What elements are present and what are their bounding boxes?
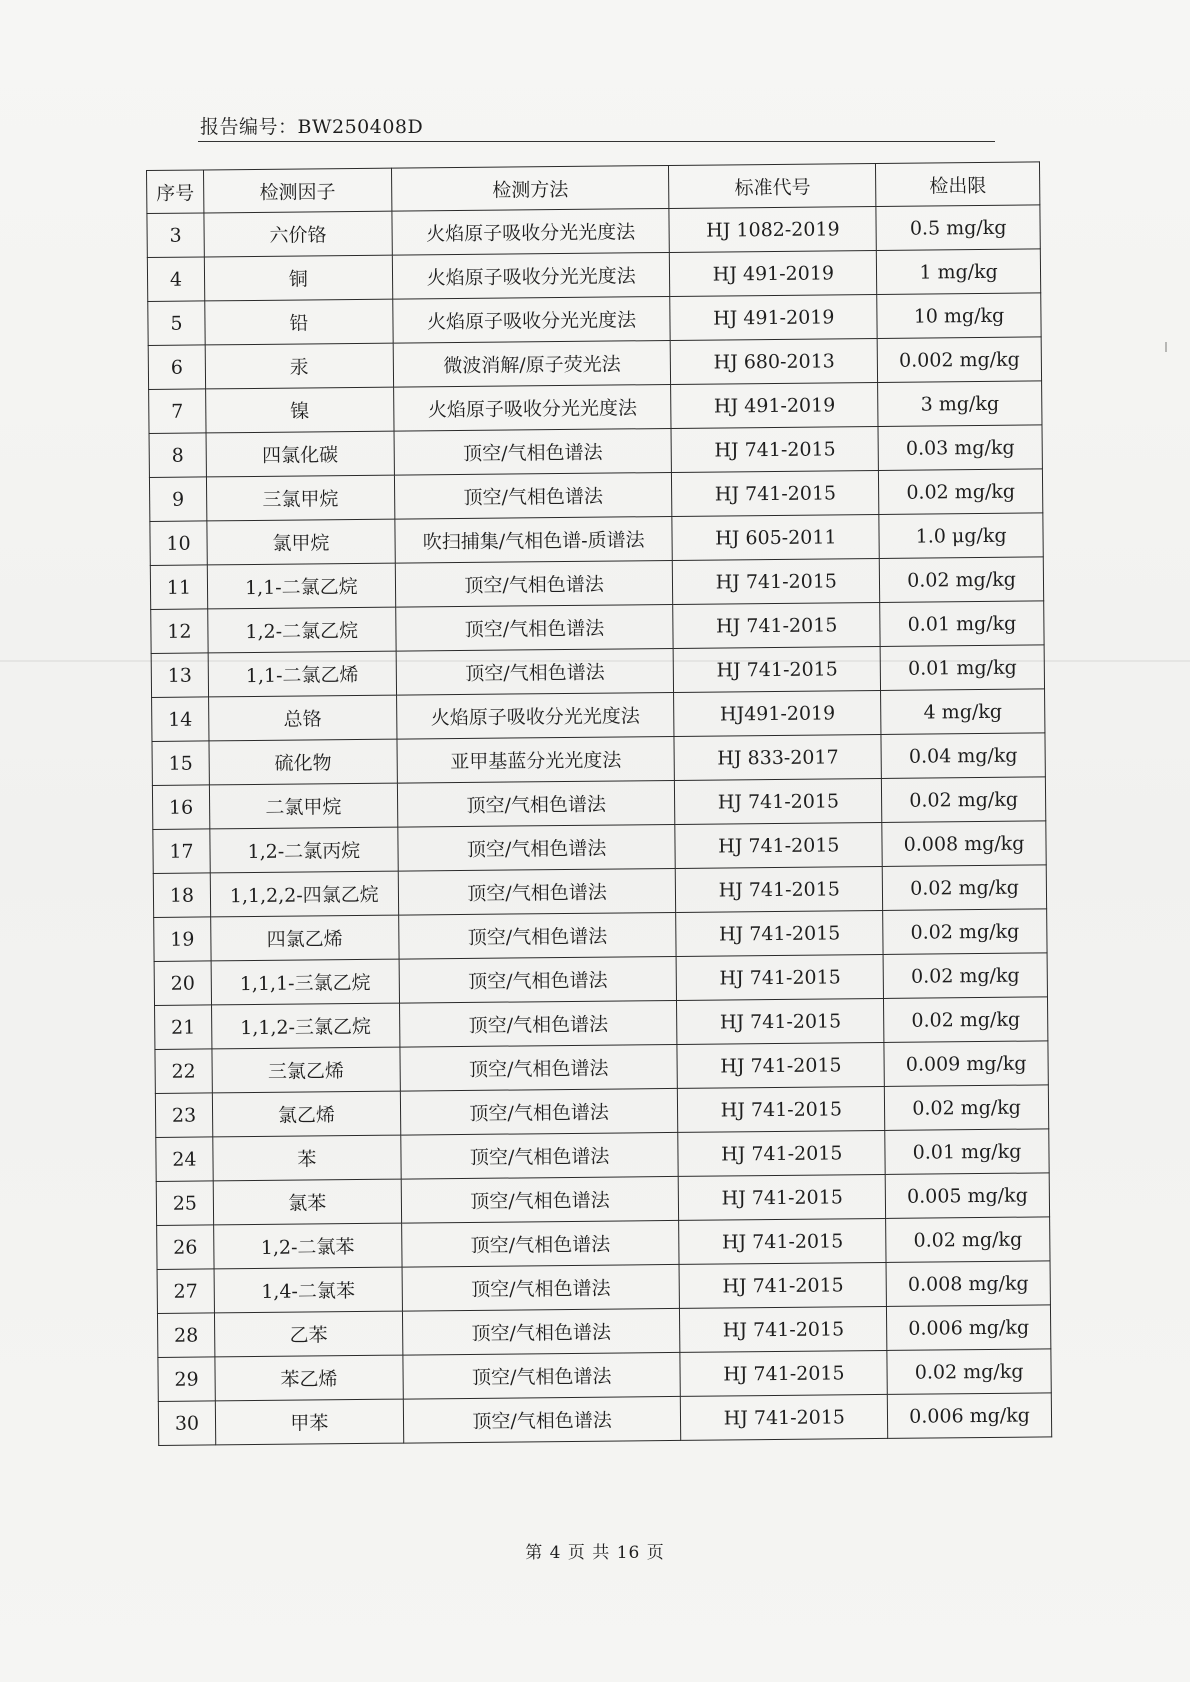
detection-method-table bbox=[146, 161, 1052, 1446]
cell-factor: 1,1,1-三氯乙烷 bbox=[211, 959, 399, 1005]
cell-limit: 0.02 mg/kg bbox=[887, 1349, 1051, 1395]
cell-limit: 0.02 mg/kg bbox=[882, 865, 1046, 911]
cell-method: 顶空/气相色谱法 bbox=[394, 428, 672, 475]
cell-limit: 0.02 mg/kg bbox=[879, 469, 1043, 515]
cell-standard: HJ 741-2015 bbox=[674, 646, 881, 692]
cell-limit: 0.008 mg/kg bbox=[882, 821, 1046, 867]
cell-factor: 四氯乙烯 bbox=[211, 915, 399, 961]
cell-seq: 26 bbox=[157, 1225, 214, 1270]
cell-seq: 28 bbox=[157, 1313, 214, 1358]
cell-method: 顶空/气相色谱法 bbox=[403, 1396, 681, 1443]
cell-limit: 0.02 mg/kg bbox=[884, 997, 1048, 1043]
scan-speck bbox=[1165, 342, 1167, 352]
cell-method: 顶空/气相色谱法 bbox=[402, 1264, 680, 1311]
cell-standard: HJ 741-2015 bbox=[680, 1262, 887, 1308]
cell-method: 顶空/气相色谱法 bbox=[395, 604, 673, 651]
cell-standard: HJ 741-2015 bbox=[675, 778, 882, 824]
cell-limit: 0.02 mg/kg bbox=[886, 1217, 1050, 1263]
cell-method: 亚甲基蓝分光光度法 bbox=[397, 736, 675, 783]
cell-limit: 0.02 mg/kg bbox=[883, 909, 1047, 955]
cell-seq: 3 bbox=[147, 213, 204, 258]
cell-standard: HJ 741-2015 bbox=[681, 1394, 888, 1440]
cell-standard: HJ 741-2015 bbox=[675, 822, 882, 868]
header-divider bbox=[198, 141, 995, 142]
cell-factor: 四氯化碳 bbox=[206, 431, 394, 477]
cell-standard: HJ 741-2015 bbox=[679, 1218, 886, 1264]
cell-limit: 0.005 mg/kg bbox=[885, 1173, 1049, 1219]
cell-factor: 六价铬 bbox=[204, 211, 392, 257]
cell-factor: 1,1,2,2-四氯乙烷 bbox=[210, 871, 398, 917]
cell-method: 火焰原子吸收分光光度法 bbox=[392, 252, 670, 299]
cell-limit: 0.02 mg/kg bbox=[884, 1085, 1048, 1131]
cell-factor: 乙苯 bbox=[214, 1311, 402, 1357]
cell-limit: 4 mg/kg bbox=[881, 689, 1045, 735]
cell-standard: HJ 491-2019 bbox=[670, 250, 877, 296]
cell-factor: 硫化物 bbox=[209, 739, 397, 785]
cell-method: 火焰原子吸收分光光度法 bbox=[396, 692, 674, 739]
cell-method: 顶空/气相色谱法 bbox=[403, 1352, 681, 1399]
cell-seq: 4 bbox=[147, 257, 204, 302]
cell-method: 火焰原子吸收分光光度法 bbox=[393, 384, 671, 431]
cell-standard: HJ 741-2015 bbox=[677, 1042, 884, 1088]
cell-factor: 1,2-二氯苯 bbox=[214, 1223, 402, 1269]
cell-method: 顶空/气相色谱法 bbox=[399, 1000, 677, 1047]
cell-method: 顶空/气相色谱法 bbox=[398, 868, 676, 915]
cell-limit: 0.006 mg/kg bbox=[887, 1305, 1051, 1351]
cell-standard: HJ 741-2015 bbox=[680, 1306, 887, 1352]
cell-factor: 总铬 bbox=[208, 695, 396, 741]
cell-factor: 1,1,2-三氯乙烷 bbox=[211, 1003, 399, 1049]
cell-method: 顶空/气相色谱法 bbox=[400, 1088, 678, 1135]
cell-seq: 25 bbox=[156, 1181, 213, 1226]
cell-seq: 11 bbox=[150, 565, 207, 610]
cell-method: 顶空/气相色谱法 bbox=[398, 824, 676, 871]
cell-seq: 29 bbox=[158, 1357, 215, 1402]
cell-seq: 24 bbox=[156, 1137, 213, 1182]
cell-seq: 8 bbox=[149, 433, 206, 478]
cell-factor: 氯甲烷 bbox=[207, 519, 395, 565]
cell-standard: HJ 741-2015 bbox=[672, 470, 879, 516]
cell-seq: 30 bbox=[158, 1401, 215, 1446]
cell-factor: 铅 bbox=[205, 299, 393, 345]
cell-seq: 21 bbox=[155, 1005, 212, 1050]
cell-method: 顶空/气相色谱法 bbox=[395, 560, 673, 607]
cell-limit: 0.02 mg/kg bbox=[882, 777, 1046, 823]
cell-factor: 1,1-二氯乙烯 bbox=[208, 651, 396, 697]
cell-standard: HJ 741-2015 bbox=[680, 1350, 887, 1396]
cell-method: 火焰原子吸收分光光度法 bbox=[392, 208, 670, 255]
cell-factor: 1,4-二氯苯 bbox=[214, 1267, 402, 1313]
report-number: 报告编号：BW250408D bbox=[200, 116, 424, 138]
cell-factor: 苯乙烯 bbox=[215, 1355, 403, 1401]
cell-limit: 0.009 mg/kg bbox=[884, 1041, 1048, 1087]
cell-standard: HJ 741-2015 bbox=[676, 910, 883, 956]
cell-standard: HJ 741-2015 bbox=[676, 866, 883, 912]
cell-factor: 1,2-二氯乙烷 bbox=[208, 607, 396, 653]
cell-limit: 0.01 mg/kg bbox=[880, 601, 1044, 647]
cell-factor: 汞 bbox=[205, 343, 393, 389]
cell-method: 顶空/气相色谱法 bbox=[400, 1044, 678, 1091]
cell-seq: 13 bbox=[151, 653, 208, 698]
cell-seq: 10 bbox=[150, 521, 207, 566]
cell-standard: HJ 491-2019 bbox=[671, 382, 878, 428]
cell-limit: 0.01 mg/kg bbox=[880, 645, 1044, 691]
cell-seq: 9 bbox=[149, 477, 206, 522]
cell-limit: 0.5 mg/kg bbox=[876, 205, 1040, 251]
cell-factor: 三氯乙烯 bbox=[212, 1047, 400, 1093]
cell-factor: 1,2-二氯丙烷 bbox=[210, 827, 398, 873]
cell-method: 顶空/气相色谱法 bbox=[399, 956, 677, 1003]
cell-factor: 甲苯 bbox=[215, 1399, 403, 1445]
cell-method: 顶空/气相色谱法 bbox=[397, 780, 675, 827]
cell-standard: HJ 741-2015 bbox=[677, 998, 884, 1044]
cell-seq: 22 bbox=[155, 1049, 212, 1094]
cell-limit: 0.04 mg/kg bbox=[881, 733, 1045, 779]
cell-factor: 铜 bbox=[204, 255, 392, 301]
cell-seq: 14 bbox=[152, 697, 209, 742]
cell-factor: 二氯甲烷 bbox=[209, 783, 397, 829]
cell-method: 顶空/气相色谱法 bbox=[396, 648, 674, 695]
cell-limit: 0.008 mg/kg bbox=[886, 1261, 1050, 1307]
header-seq: 序号 bbox=[147, 170, 204, 214]
cell-method: 吹扫捕集/气相色谱-质谱法 bbox=[395, 516, 673, 563]
cell-limit: 0.002 mg/kg bbox=[877, 337, 1041, 383]
cell-method: 火焰原子吸收分光光度法 bbox=[392, 296, 670, 343]
cell-seq: 16 bbox=[152, 785, 209, 830]
cell-standard: HJ 741-2015 bbox=[678, 1130, 885, 1176]
cell-method: 顶空/气相色谱法 bbox=[401, 1132, 679, 1179]
cell-seq: 5 bbox=[148, 301, 205, 346]
cell-standard: HJ 605-2011 bbox=[672, 514, 879, 560]
cell-factor: 三氯甲烷 bbox=[206, 475, 394, 521]
cell-seq: 23 bbox=[155, 1093, 212, 1138]
cell-factor: 氯乙烯 bbox=[212, 1091, 400, 1137]
cell-method: 顶空/气相色谱法 bbox=[401, 1220, 679, 1267]
cell-limit: 0.01 mg/kg bbox=[885, 1129, 1049, 1175]
cell-standard: HJ 1082-2019 bbox=[669, 206, 876, 252]
cell-seq: 12 bbox=[151, 609, 208, 654]
header-method: 检测方法 bbox=[391, 165, 669, 211]
header-standard: 标准代号 bbox=[669, 163, 876, 208]
cell-factor: 1,1-二氯乙烷 bbox=[207, 563, 395, 609]
table-row bbox=[158, 1393, 1051, 1446]
cell-limit: 0.006 mg/kg bbox=[887, 1393, 1051, 1439]
cell-standard: HJ 491-2019 bbox=[670, 294, 877, 340]
cell-limit: 1 mg/kg bbox=[876, 249, 1040, 295]
cell-factor: 氯苯 bbox=[213, 1179, 401, 1225]
cell-limit: 10 mg/kg bbox=[877, 293, 1041, 339]
cell-seq: 7 bbox=[149, 389, 206, 434]
cell-seq: 17 bbox=[153, 829, 210, 874]
cell-seq: 15 bbox=[152, 741, 209, 786]
cell-standard: HJ 741-2015 bbox=[677, 954, 884, 1000]
cell-standard: HJ 833-2017 bbox=[674, 734, 881, 780]
cell-method: 顶空/气相色谱法 bbox=[398, 912, 676, 959]
cell-limit: 0.02 mg/kg bbox=[883, 953, 1047, 999]
cell-seq: 19 bbox=[154, 917, 211, 962]
cell-seq: 18 bbox=[153, 873, 210, 918]
table-body bbox=[147, 205, 1052, 1446]
cell-limit: 0.02 mg/kg bbox=[879, 557, 1043, 603]
cell-factor: 苯 bbox=[213, 1135, 401, 1181]
header-limit: 检出限 bbox=[876, 162, 1040, 207]
cell-limit: 1.0 μg/kg bbox=[879, 513, 1043, 559]
cell-standard: HJ 741-2015 bbox=[678, 1086, 885, 1132]
cell-standard: HJ 680-2013 bbox=[671, 338, 878, 384]
cell-seq: 20 bbox=[154, 961, 211, 1006]
page-number: 第 4 页 共 16 页 bbox=[525, 1543, 665, 1563]
cell-method: 微波消解/原子荧光法 bbox=[393, 340, 671, 387]
cell-factor: 镍 bbox=[206, 387, 394, 433]
cell-standard: HJ 741-2015 bbox=[671, 426, 878, 472]
cell-standard: HJ 741-2015 bbox=[673, 602, 880, 648]
cell-standard: HJ491-2019 bbox=[674, 690, 881, 736]
header-factor: 检测因子 bbox=[203, 168, 391, 213]
cell-limit: 0.03 mg/kg bbox=[878, 425, 1042, 471]
cell-seq: 6 bbox=[148, 345, 205, 390]
cell-method: 顶空/气相色谱法 bbox=[394, 472, 672, 519]
cell-seq: 27 bbox=[157, 1269, 214, 1314]
cell-method: 顶空/气相色谱法 bbox=[401, 1176, 679, 1223]
cell-standard: HJ 741-2015 bbox=[679, 1174, 886, 1220]
cell-method: 顶空/气相色谱法 bbox=[402, 1308, 680, 1355]
cell-standard: HJ 741-2015 bbox=[673, 558, 880, 604]
cell-limit: 3 mg/kg bbox=[878, 381, 1042, 427]
